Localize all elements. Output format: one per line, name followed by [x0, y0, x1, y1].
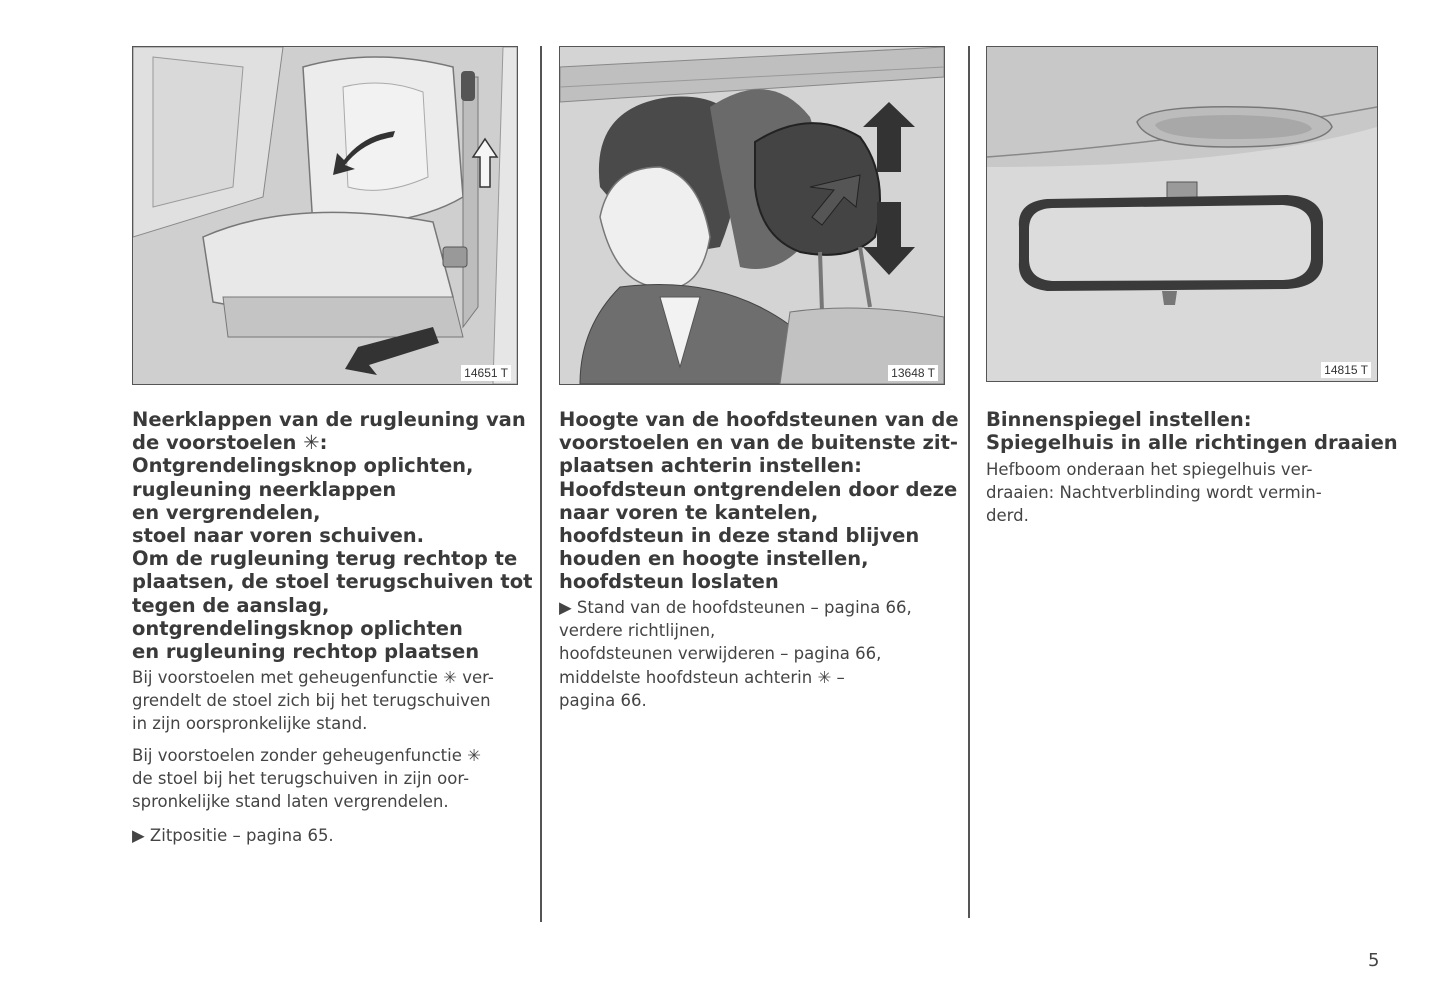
paragraph-mirror-lever: Hefboom onderaan het spiegelhuis ver- draaien: Nachtverblinding wordt vermin- derd. [986, 460, 1322, 526]
seat-illustration [132, 46, 518, 385]
section-heading: Neerklappen van de rugleuning van de voorstoelen ✳: Ontgrendelingsknop oplichten, rugleuning neerklappen en vergrendelen, stoel naar voren schuiven. Om de rugleuning terug rechtop te plaatsen, de stoel terugschuiven tot tegen de aanslag, ontgrendelingsknop oplichten en rugleuning rechtop plaatsen [132, 408, 533, 664]
figure-number: 14651 T [461, 365, 511, 381]
paragraph-memory-function: Bij voorstoelen met geheugenfunctie ✳ ver- grendelt de stoel zich bij het terugschuiven in zijn oorspronkelijke stand. [132, 668, 494, 734]
page-references[interactable]: ▶ Stand van de hoofdsteunen – pagina 66, verdere richtlijnen, hoofdsteunen verwijderen – pagina 66, middelste hoofdsteun achterin ✳ – pagina 66. [559, 598, 912, 710]
column-divider-1 [540, 46, 542, 922]
headrest-illustration [559, 46, 945, 385]
paragraph-no-memory-function: Bij voorstoelen zonder geheugenfunctie ✳ de stoel bij het terugschuiven in zijn oor- spronkelijke stand laten vergrendelen. [132, 746, 481, 812]
column-divider-2 [968, 46, 970, 918]
page-reference[interactable]: ▶ Zitpositie – pagina 65. [132, 826, 334, 845]
page-number: 5 [1368, 950, 1380, 971]
mirror-illustration [986, 46, 1378, 382]
section-heading: Hoogte van de hoofdsteunen van de voorstoelen en van de buitenste zit- plaatsen achterin instellen: Hoofdsteun ontgrendelen door deze naar voren te kantelen, hoofdsteun in deze stand blijven houden en hoogte instellen, hoofdsteun loslaten [559, 408, 959, 594]
figure-number: 14815 T [1321, 362, 1371, 378]
figure-number: 13648 T [888, 365, 938, 381]
section-heading: Binnenspiegel instellen: Spiegelhuis in alle richtingen draaien [986, 408, 1398, 455]
